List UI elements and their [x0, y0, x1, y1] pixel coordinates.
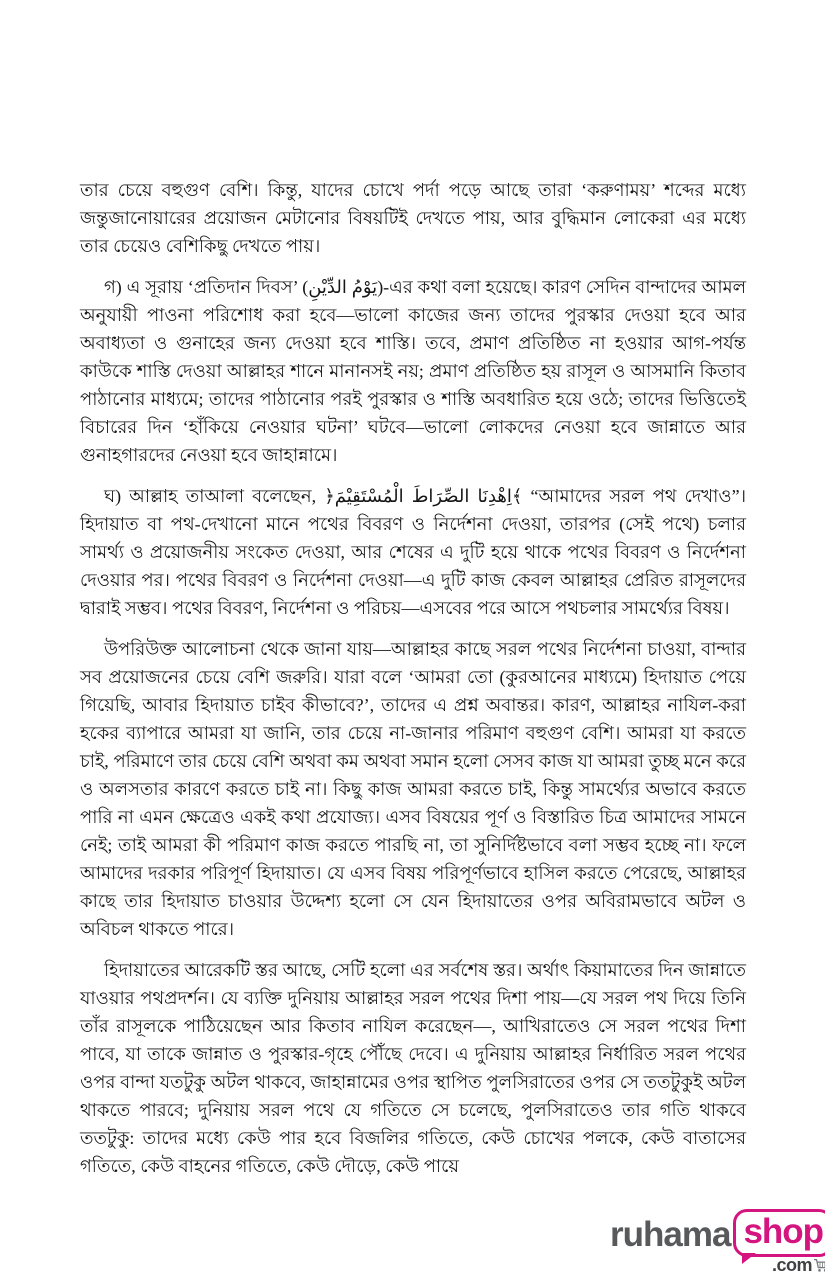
logo-text-ruhama: ruhama: [610, 1215, 731, 1254]
paragraph-point-gha: ঘ) আল্লাহ তাআলা বলেছেন, ﴿اِهْدِنَا الصِّرَاطَ الْمُسْتَقِيْمَ﴾ “আমাদের সরল পথ দেখাও”। হিদায়াত বা পথ-দেখানো মানে পথের বিবরণ ও নির্দেশনা দেওয়া, তারপর (সেই পথে) চলার সামর্থ্য ও প্রয়োজনীয় সংকেত দেওয়া, আর শেষের এ দুটি হয়ে থাকে পথের বিবরণ ও নির্দেশনা দেওয়ার পর। পথের বিবরণ ও নির্দেশনা দেওয়া—এ দুটি কাজ কেবল আল্লাহর প্রেরিত রাসূলদের দ্বারাই সম্ভব। পথের বিবরণ, নির্দেশনা ও পরিচয়—এসবের পরে আসে পথচলার সামর্থ্যের বিষয়।: [80, 486, 746, 618]
logo-text-shop: shop: [743, 1212, 824, 1251]
paragraph-hidayah-final-level: হিদায়াতের আরেকটি স্তর আছে, সেটি হলো এর সর্বশেষ স্তর। অর্থাৎ কিয়ামাতের দিন জান্নাতে যাওয়ার পথপ্রদর্শন। যে ব্যক্তি দুনিয়ায় আল্লাহর সরল পথের দিশা পায়—যে সরল পথ দিয়ে তিনি তাঁর রাসূলকে পাঠিয়েছেন আর কিতাব নাযিল করেছেন—, আখিরাতেও সে সরল পথের দিশা পাবে, যা তাকে জান্নাত ও পুরস্কার-গৃহে পৌঁছে দেবে। এ দুনিয়ায় আল্লাহর নির্ধারিত সরল পথের ওপর বান্দা যতটুকু অটল থাকবে, জাহান্নামের ওপর স্থাপিত পুলসিরাতের ওপর সে ততটুকুই অটল থাকতে পারবে; দুনিয়ায় সরল পথে যে গতিতে সে চলেছে, পুলসিরাতেও তার গতি থাকবে ততটুকু: তাদের মধ্যে কেউ পার হবে বিজলির গতিতে, কেউ চোখের পলকে, কেউ বাতাসের গতিতে, কেউ বাহনের গতিতে, কেউ দৌড়ে, কেউ পায়ে: [80, 960, 746, 1176]
logo-shop-bubble: [733, 1209, 825, 1275]
paragraph-point-ga: গ) এ সূরায় ‘প্রতিদান দিবস’ (يَوْمُ الدِّيْنِ)-এর কথা বলা হয়েছে। কারণ সেদিন বান্দাদের আমল অনুযায়ী পাওনা পরিশোধ করা হবে—ভালো কাজের জন্য তাদের পুরস্কার দেওয়া হবে আর অবাধ্যতা ও গুনাহের জন্য দেওয়া হবে শাস্তি। তবে, প্রমাণ প্রতিষ্ঠিত না হওয়ার আগ-পর্যন্ত কাউকে শাস্তি দেওয়া আল্লাহর শানে মানানসই নয়; প্রমাণ প্রতিষ্ঠিত হয় রাসূল ও আসমানি কিতাব পাঠানোর মাধ্যমে; তাদের পাঠানোর পরই পুরস্কার ও শাস্তি অবধারিত হয়ে ওঠে; তাদের ভিত্তিতেই বিচারের দিন ‘হাঁকিয়ে নেওয়ার ঘটনা’ ঘটবে—ভালো লোকদের নেওয়া হবে জান্নাতে আর গুনাহগারদের নেওয়া হবে জাহান্নামে।: [80, 277, 746, 465]
logo-text-domain: .com: [772, 1255, 813, 1275]
paragraph-continuation: তার চেয়ে বহুগুণ বেশি। কিন্তু, যাদের চোখে পর্দা পড়ে আছে তারা ‘করুণাময়’ শব্দের মধ্যে জন্তুজানোয়ারের প্রয়োজন মেটানোর বিষয়টিই দেখতে পায়, আর বুদ্ধিমান লোকেরা এর মধ্যে তার চেয়েও বেশিকিছু দেখতে পায়।: [80, 180, 746, 256]
logo-domain-row: [772, 1255, 825, 1275]
speech-bubble-tail-icon: [742, 1253, 756, 1264]
shopping-cart-icon: [813, 1258, 825, 1273]
paragraph-hidayah-discussion: উপরিউক্ত আলোচনা থেকে জানা যায়—আল্লাহর কাছে সরল পথের নির্দেশনা চাওয়া, বান্দার সব প্রয়োজনের চেয়ে বেশি জরুরি। যারা বলে ‘আমরা তো (কুরআনের মাধ্যমে) হিদায়াত পেয়ে গিয়েছি, আবার হিদায়াত চাইব কীভাবে?’, তাদের এ প্রশ্ন অবান্তর। কারণ, আল্লাহর নাযিল-করা হকের ব্যাপারে আমরা যা জানি, তার চেয়ে না-জানার পরিমাণ বহুগুণ বেশি। আমরা যা করতে চাই, পরিমাণে তার চেয়ে বেশি অথবা কম অথবা সমান হলো সেসব কাজ যা আমরা তুচ্ছ মনে করে ও অলসতার কারণে করতে চাই না। কিছু কাজ আমরা করতে চাই, কিন্তু সামর্থ্যের অভাবে করতে পারি না এমন ক্ষেত্রেও একই কথা প্রযোজ্য। এসব বিষয়ের পূর্ণ ও বিস্তারিত চিত্র আমাদের সামনে নেই; তাই আমরা কী পরিমাণ কাজ করতে পারছি না, তা সুনির্দিষ্টভাবে বলা সম্ভব হচ্ছে না। ফলে আমাদের দরকার পরিপূর্ণ হিদায়াত। যে এসব বিষয় পরিপূর্ণভাবে হাসিল করতে পেরেছে, আল্লাহর কাছে তার হিদায়াত চাওয়ার উদ্দেশ্য হলো সে যেন হিদায়াতের ওপর অবিরামভাবে অটল ও অবিচল থাকতে পারে।: [80, 639, 746, 939]
page-text-content: [80, 176, 746, 1193]
ruhamashop-watermark: [610, 1209, 825, 1275]
